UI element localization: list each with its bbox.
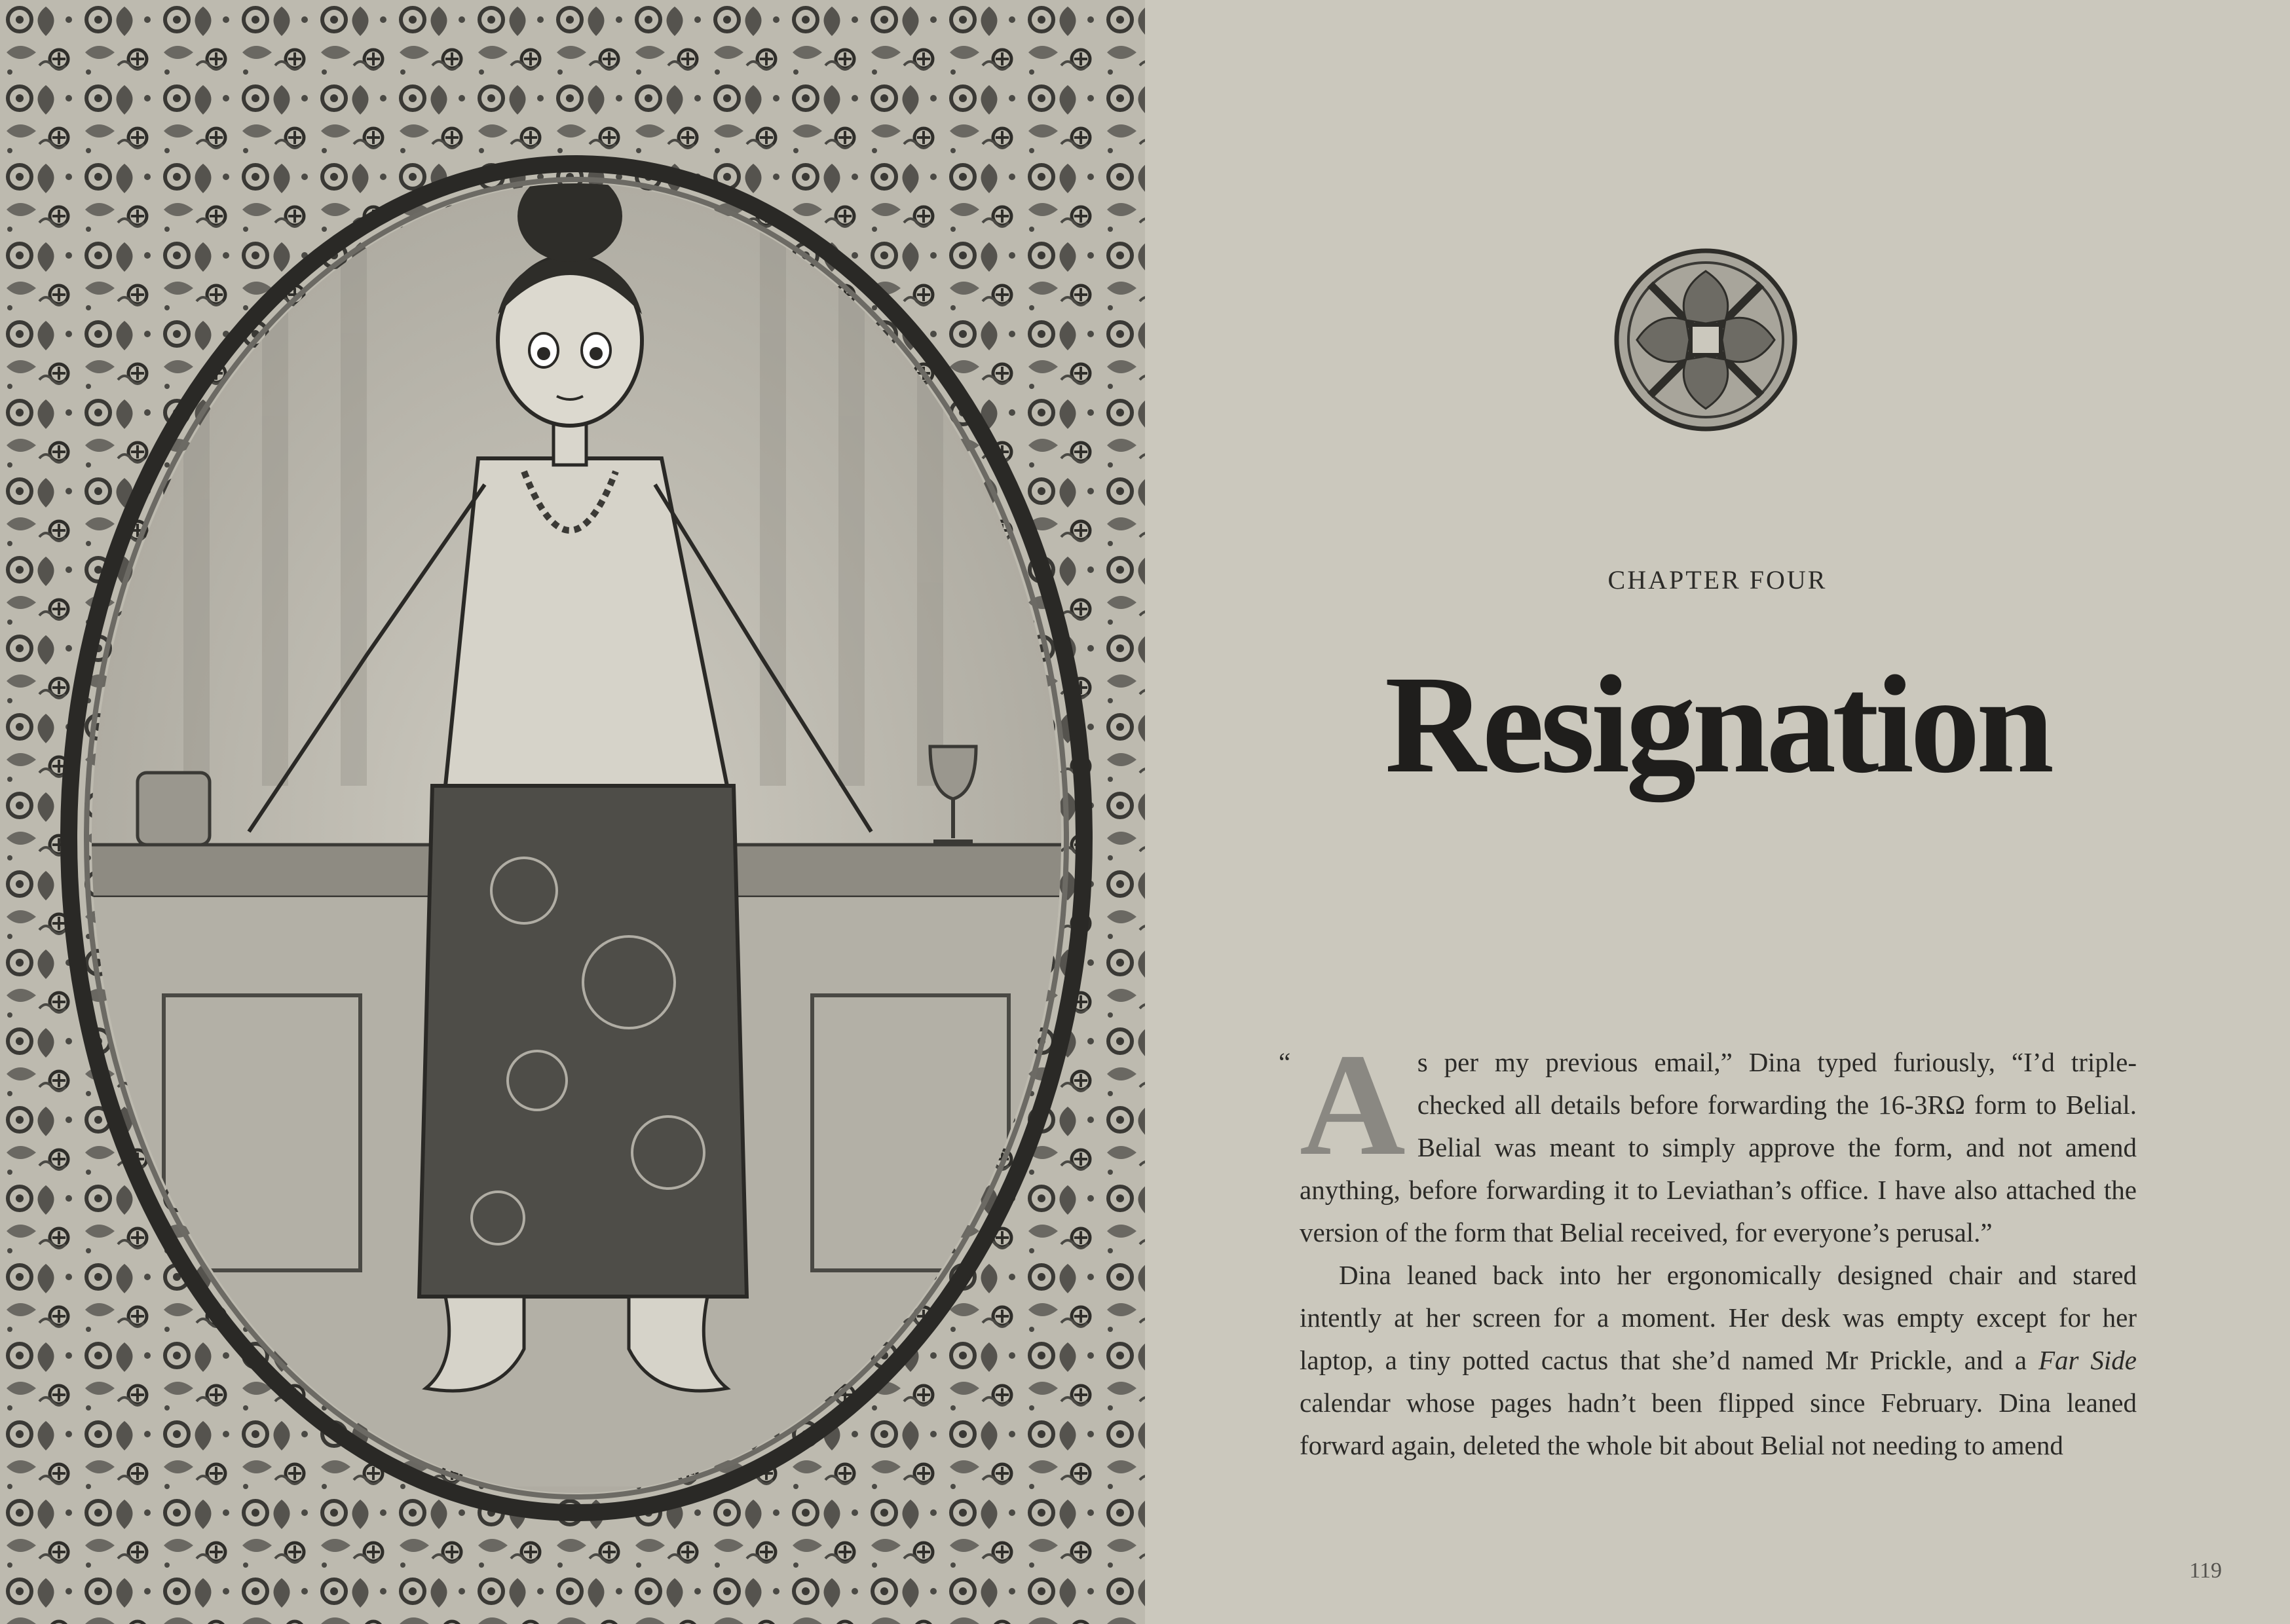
chapter-label: CHAPTER FOUR — [1607, 565, 1828, 595]
page-number: 119 — [2189, 1559, 2222, 1583]
ancient-coin-icon — [1611, 245, 1801, 435]
paragraph-2 — [1300, 1254, 2137, 1467]
drop-cap: A — [1300, 1024, 1406, 1186]
paragraph-2-italic: Far Side — [2038, 1345, 2137, 1375]
body-text — [1279, 1024, 2137, 1467]
paragraph-2-text-after: calendar whose pages hadn’t been flipped since February. Dina leaned forward again, deleted the whole bit about Belial not needing to amend — [1300, 1388, 2137, 1460]
text-page — [1145, 0, 2290, 1624]
chapter-title: Resignation — [1384, 647, 2051, 802]
paragraph-1 — [1279, 1024, 2137, 1254]
paragraph-1-text: s per my previous email,” Dina typed furiously, “I’d triple-checked all details before forwarding the 16-3RΩ form to Belial. Belial was meant to simply approve the form, and not amend anything, before forwarding it to Leviathan’s office. I have also attached the version of the form that Belial received, for everyone’s perusal.” — [1300, 1047, 2137, 1247]
open-quote: “ — [1279, 1047, 1291, 1077]
paragraph-2-text-before: Dina leaned back into her ergonomically designed chair and stared intently at her screen for a moment. Her desk was empty except for her laptop, a tiny potted cactus that she’d named Mr Prickle, and a — [1300, 1260, 2137, 1375]
